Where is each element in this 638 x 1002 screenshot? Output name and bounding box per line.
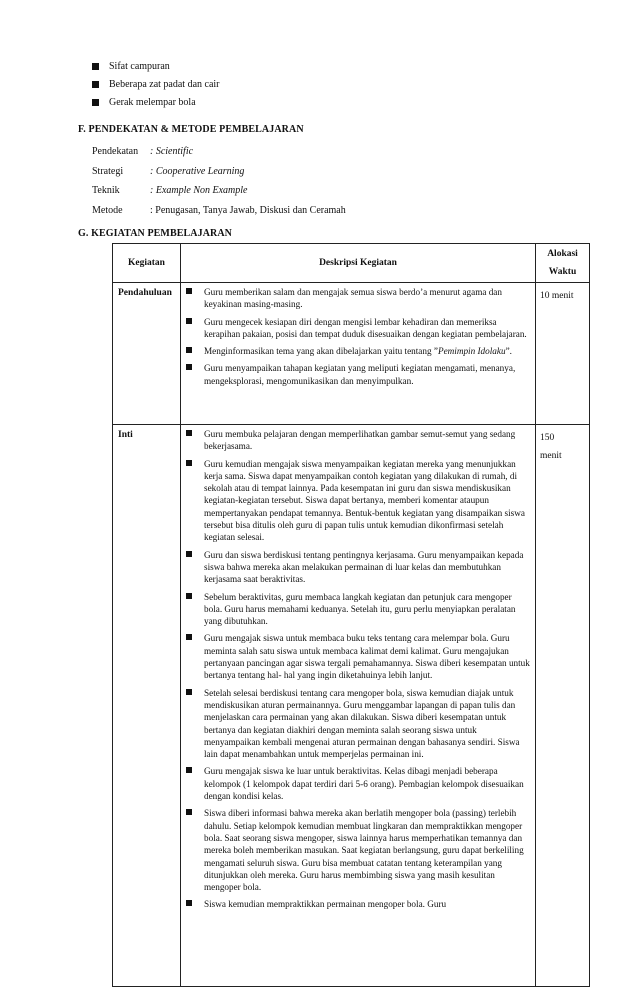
list-item: [204, 345, 531, 357]
technique-value: : Example Non Example: [150, 185, 248, 196]
header-alokasi: [536, 244, 590, 283]
list-item: Guru mengajak siswa ke luar untuk beraktivitas. Kelas dibagi menjadi beberapa kelompok (1 kelompok dapat terdiri dari 5-6 orang). Pembagian kelompok disesuaikan dengan kondisi kelas.: [204, 765, 531, 802]
header-alokasi-line2: Waktu: [548, 267, 577, 277]
table-row-inti: [113, 425, 590, 987]
list-item: Guru menyampaikan tahapan kegiatan yang meliputi kegiatan mengamati, menanya, mengeksplorasi, mengomunikasikan dan menyimpulkan.: [204, 362, 531, 387]
item-text-end: ”.: [505, 346, 512, 357]
list-item: Sifat campuran: [92, 58, 220, 76]
table-row-pendahuluan: [113, 283, 590, 425]
list-item: Guru dan siswa berdiskusi tentang pentingnya kerjasama. Guru menyampaikan kepada siswa bahwa mereka akan melakukan permainan di luar kelas dan membutuhkan kerjasama saat beraktivitas.: [204, 549, 531, 586]
strategy-value: : Cooperative Learning: [150, 165, 245, 177]
time-value: 150: [540, 433, 555, 443]
header-deskripsi: Deskripsi Kegiatan: [181, 244, 536, 283]
table-header-row: [113, 244, 590, 283]
technique-row: [92, 181, 346, 201]
strategy-row: [92, 162, 346, 182]
list-item: Sebelum beraktivitas, guru membaca langkah kegiatan dan petunjuk cara mengoper bola. Guru harus memahami keduanya. Setelah itu, guru perlu menyiapkan peralatan yang dibutuhkan.: [204, 591, 531, 628]
activity-name: Inti: [113, 425, 181, 987]
item-text: Menginformasikan tema yang akan dibelajarkan yaitu tentang ”: [204, 346, 438, 357]
activity-time: 10 menit: [536, 283, 590, 425]
list-item: Guru mengajak siswa untuk membaca buku teks tentang cara melempar bola. Guru meminta salah satu siswa untuk membaca kalimat demi kalimat. Guru mengajukan pertanyaan pancingan agar siswa tergali pemahamannya. Siswa diberi kesempatan untuk bertanya tentang hal- hal yang ingin diketahuinya lebih lanjut.: [204, 633, 530, 681]
list-item: Guru kemudian mengajak siswa menyampaikan kegiatan mereka yang menunjukkan kerja sama. Siswa dapat menyampaikan contoh kegiatan yang dilakukan di rumah, di sekolah atau di tempat lainnya. Pada kesempatan ini guru dan siswa mendiskusikan kegiatan-kegiatan tersebut. Siswa dapat bertanya, memberi komentar ataupun mempertanyakan pendapat temannya. Bentuk-bentuk kegiatan yang disampaikan siswa tersebut bisa ditulis oleh guru di papan tulis untuk kemudian dikonfirmasi setelah kegiatan selesai.: [204, 458, 531, 544]
topic-bullet-list: [92, 58, 220, 112]
list-item: Guru membuka pelajaran dengan memperlihatkan gambar semut-semut yang sedang bekerjasama.: [204, 428, 531, 453]
description-list: [181, 425, 535, 911]
list-item: Siswa kemudian mempraktikkan permainan mengoper bola. Guru: [204, 898, 531, 910]
header-alokasi-line1: Alokasi: [547, 249, 578, 259]
method-row: [92, 201, 346, 221]
strategy-label: Strategi: [92, 165, 124, 177]
approach-row: [92, 142, 346, 162]
section-heading-activities: G. KEGIATAN PEMBELAJARAN: [78, 228, 232, 239]
activity-name: Pendahuluan: [113, 283, 181, 425]
activity-description: [181, 425, 536, 987]
technique-label: Teknik: [92, 185, 120, 196]
activity-time: [536, 425, 590, 987]
activity-description: [181, 283, 536, 425]
method-label: Metode: [92, 204, 123, 216]
list-item: Guru memberikan salam dan mengajak semua siswa berdo’a menurut agama dan keyakinan masing-masing.: [204, 286, 531, 311]
section-heading-approach: F. PENDEKATAN & METODE PEMBELAJARAN: [78, 124, 304, 135]
approach-method-list: [92, 142, 346, 220]
method-value: : Penugasan, Tanya Jawab, Diskusi dan Ceramah: [150, 204, 346, 216]
theme-title: Pemimpin Idolaku: [437, 346, 506, 357]
activities-table: [112, 243, 590, 987]
description-list: [181, 283, 535, 387]
time-unit: menit: [540, 451, 562, 461]
approach-label: Pendekatan: [92, 146, 139, 157]
list-item: Beberapa zat padat dan cair: [92, 76, 220, 94]
list-item: Guru mengecek kesiapan diri dengan mengisi lembar kehadiran dan memeriksa kerapihan pakaian, posisi dan tempat duduk disesuaikan dengan kegiatan pembelajaran.: [204, 316, 531, 341]
list-item: Siswa diberi informasi bahwa mereka akan berlatih mengoper bola (passing) terlebih dahulu. Setiap kelompok kemudian membuat lingkaran dan mempraktikkan mengoper bola. Saat seorang siswa mengoper, siswa lainnya harus memperhatikan temannya dan mereka boleh memberikan masukan. Saat kegiatan berlangsung, guru dapat berkeliling mengamati seluruh siswa. Guru bisa membuat catatan tentang keterampilan yang ditunjukkan oleh mereka. Guru harus membimbing siswa yang masih kesulitan mengoper bola.: [204, 807, 531, 893]
header-kegiatan: Kegiatan: [113, 244, 181, 283]
list-item: Setelah selesai berdiskusi tentang cara mengoper bola, siswa kemudian diajak untuk mendiskusikan aturan permainannya. Guru menggambar lapangan di papan tulis dan menjelaskan cara permainan yang akan dilakukan. Siswa diberi kesempatan untuk bertanya dan kegiatan diakhiri dengan meminta salah seorang siswa untuk menyampaikan kembali mengenai aturan permainan dengan bahasanya sendiri. Siswa lain dapat menambahkan untuk memperjelas permainan ini.: [204, 687, 531, 761]
approach-value: : Scientific: [150, 146, 194, 157]
list-item: Gerak melempar bola: [92, 94, 220, 112]
